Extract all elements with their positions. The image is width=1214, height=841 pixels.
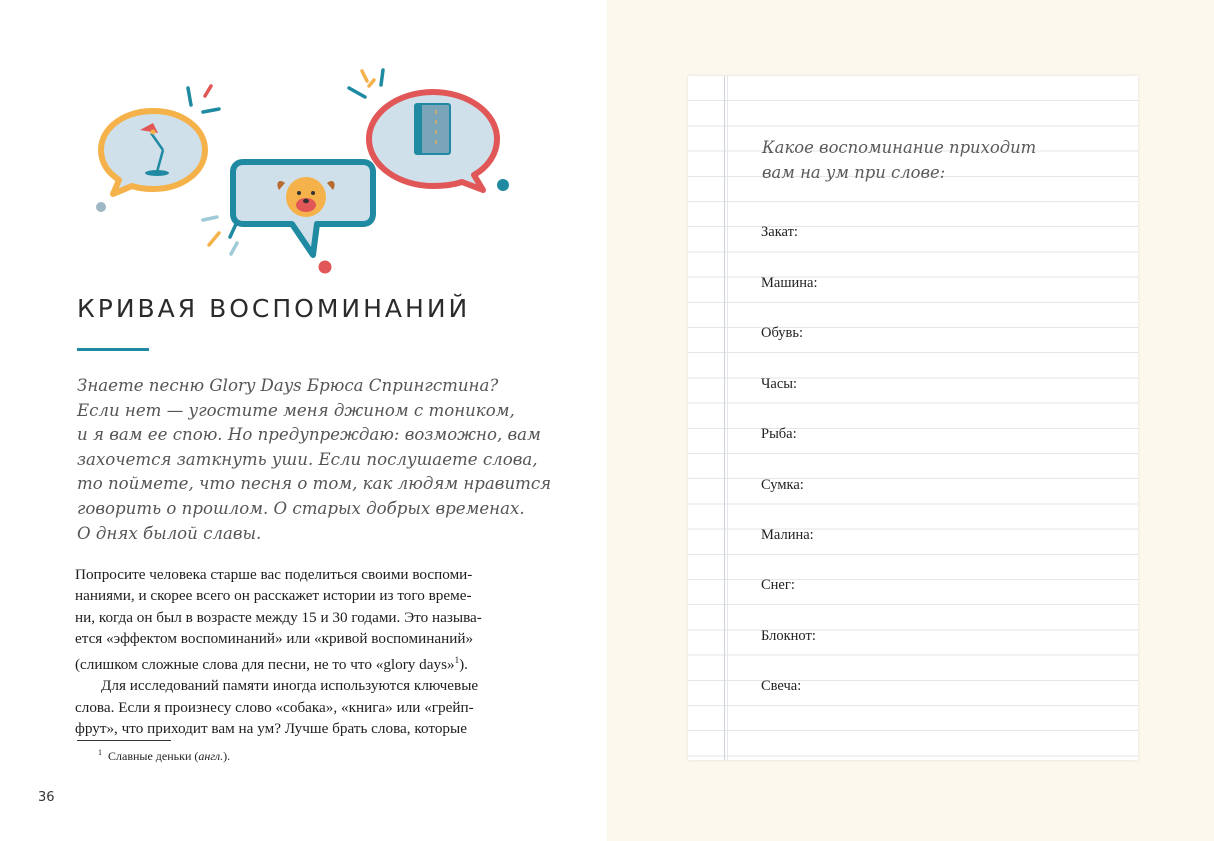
- chapter-title: КРИВАЯ ВОСПОМИНАНИЙ: [77, 294, 471, 323]
- prompt-line: вам на ум при слове:: [762, 162, 946, 182]
- prompt-line: Какое воспоминание приходит: [762, 138, 1037, 157]
- teal-bubble: [233, 162, 373, 255]
- intro-line: Если нет — угостите меня джином с тоником,: [77, 400, 515, 420]
- title-underline: [77, 348, 149, 351]
- intro-paragraph: [77, 374, 552, 546]
- intro-line: то поймете, что песня о том, как людям нравится: [77, 474, 552, 494]
- body-line: Для исследований памяти иногда используются ключевые: [101, 677, 479, 695]
- word-prompt-raspberry: Малина:: [761, 527, 814, 543]
- orange-bubble: [101, 111, 205, 194]
- body-line-with-footnote: [75, 650, 525, 675]
- body-line: ется «эффектом воспоминаний» или «кривой воспоминаний»: [75, 630, 474, 648]
- intro-line: Знаете песню Glory Days Брюса Спрингстина?: [77, 376, 499, 395]
- word-prompt-shoes: Обувь:: [761, 325, 804, 341]
- footnote-text: Славные деньки (: [108, 749, 199, 763]
- intro-line: и я вам ее спою. Но предупреждаю: возможно, вам: [77, 425, 541, 445]
- book-icon: [415, 104, 450, 154]
- word-prompt-clock: Часы:: [761, 376, 798, 392]
- body-line-text: (слишком сложные слова для песни, не то что «glory days»: [75, 655, 455, 673]
- prompt-text: [762, 136, 1102, 185]
- body-line: слова. Если я произнесу слово «собака», «книга» или «грейп-: [75, 698, 474, 716]
- intro-line: О днях былой славы.: [77, 523, 262, 543]
- page-number: 36: [38, 790, 55, 805]
- word-prompt-candle: Свеча:: [761, 678, 802, 694]
- word-prompt-fish: Рыба:: [761, 426, 797, 442]
- word-prompt-car: Машина:: [761, 275, 818, 291]
- speech-bubbles-illustration: [85, 60, 525, 285]
- body-line: фрут», что приходит вам на ум? Лучше брать слова, которые: [75, 719, 467, 737]
- word-prompt-sunset: Закат:: [761, 224, 798, 240]
- notebook-margin-line: [724, 76, 725, 760]
- intro-line: захочется заткнуть уши. Если послушаете слова,: [77, 449, 538, 469]
- body-line: Попросите человека старше вас поделиться своими воспоми-: [75, 566, 473, 583]
- body-line: ни, когда он был в возрасте между 15 и 30 годами. Это называ-: [75, 608, 482, 626]
- body-paragraph: [75, 564, 525, 739]
- word-prompt-snow: Снег:: [761, 577, 795, 593]
- footnote-mark: 1: [98, 748, 102, 757]
- red-bubble: [369, 92, 497, 190]
- notebook-margin-line: [727, 76, 728, 760]
- footnote-end: ).: [223, 749, 231, 763]
- body-line: наниями, и скорее всего он расскажет истории из того време-: [75, 587, 472, 605]
- word-prompt-bag: Сумка:: [761, 477, 804, 493]
- footnote-divider: [77, 740, 171, 741]
- word-prompt-notepad: Блокнот:: [761, 628, 816, 644]
- intro-line: говорить о прошлом. О старых добрых временах.: [77, 498, 525, 518]
- footnote-italic: англ.: [198, 749, 224, 763]
- body-line-tail: ).: [459, 655, 468, 673]
- notebook-sheet: [688, 76, 1138, 760]
- footnote-ref: 1: [454, 654, 460, 665]
- footnote: [98, 748, 230, 764]
